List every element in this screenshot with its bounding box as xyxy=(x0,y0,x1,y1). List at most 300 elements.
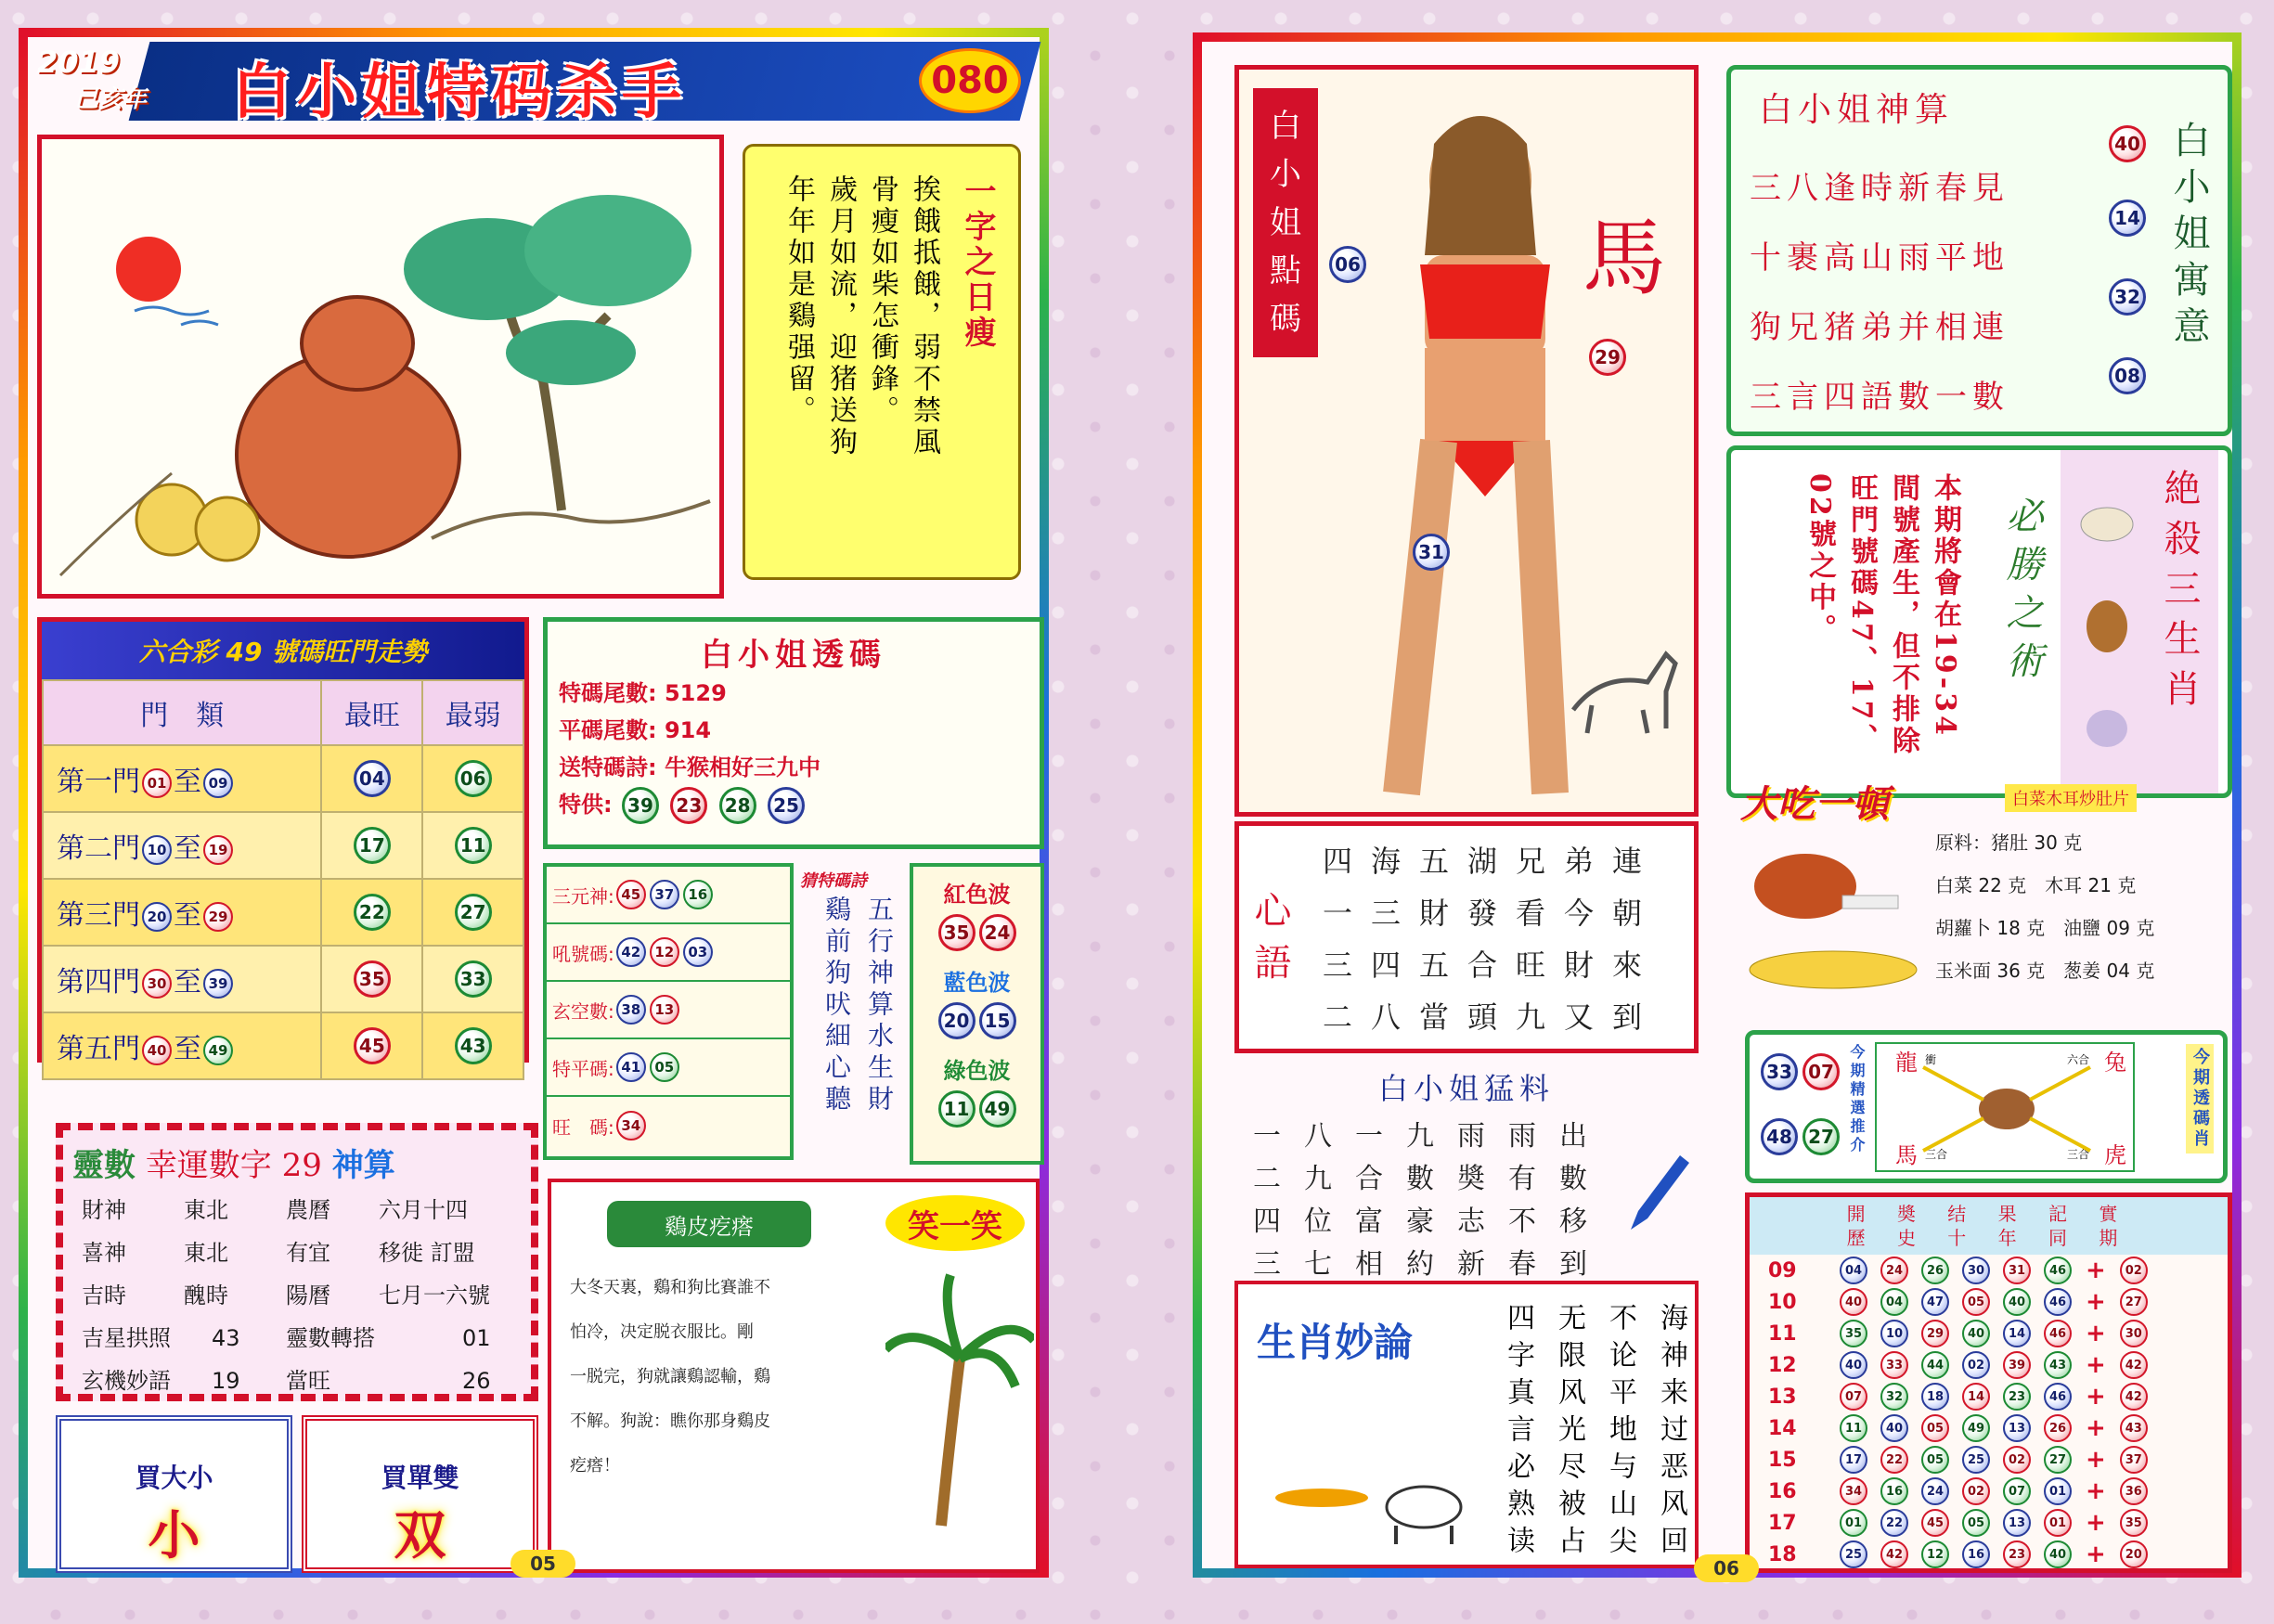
zodiac-col: 海神来过恶风回 xyxy=(1655,1303,1687,1563)
poem-col-1: 五行神算水生財 xyxy=(864,896,895,1116)
lucky-key: 財神 xyxy=(82,1197,126,1223)
number-ball: 08 xyxy=(2109,357,2146,394)
number-ball: 29 xyxy=(1921,1320,1949,1347)
number-ball: 30 xyxy=(142,969,172,999)
record-year: 17 xyxy=(1768,1511,1797,1535)
number-ball: 46 xyxy=(2044,1288,2072,1316)
plus-sign: + xyxy=(2086,1257,2106,1284)
heart-words-line: 三四五合旺財來 xyxy=(1323,947,1661,983)
plus-sign: + xyxy=(2086,1477,2106,1505)
buy-size-label: 買大小 xyxy=(135,1463,213,1493)
lucky-value: 移徙 訂盟 xyxy=(379,1240,475,1266)
horse-icon xyxy=(1555,636,1685,738)
number-ball: 40 xyxy=(1840,1351,1867,1379)
number-ball: 35 xyxy=(354,960,391,998)
number-ball: 30 xyxy=(1962,1257,1990,1284)
number-ball: 42 xyxy=(1880,1540,1908,1568)
number-ball: 33 xyxy=(1880,1351,1908,1379)
must-text-4: 02號之中。 xyxy=(1803,473,1836,646)
number-ball: 47 xyxy=(1921,1288,1949,1316)
number-ball: 13 xyxy=(2003,1414,2031,1442)
horse-label: 馬 xyxy=(1895,1142,1918,1168)
number-ball: 46 xyxy=(2044,1257,2072,1284)
ingredient: 胡蘿卜 18 克 油鹽 09 克 xyxy=(1935,917,2155,939)
scroll-line-4: 年年如是鷄强留。 xyxy=(782,174,815,427)
divination-line: 三言四語數一數 xyxy=(1750,379,2009,416)
plus-sign: + xyxy=(2086,1540,2106,1568)
number-ball: 20 xyxy=(142,902,172,932)
value: 牛猴相好三九中 xyxy=(664,754,820,780)
number-ball: 28 xyxy=(719,787,756,824)
sheep-icon xyxy=(2081,508,2133,541)
touma-box xyxy=(543,617,1044,849)
monkey-tree-drawing xyxy=(42,139,719,594)
table-row xyxy=(1750,1539,2228,1570)
number-ball: 45 xyxy=(354,1027,391,1064)
row-label xyxy=(43,946,321,1012)
number-ball: 07 xyxy=(2003,1477,2031,1505)
plus-sign: + xyxy=(2086,1351,2106,1379)
table-row xyxy=(43,879,523,946)
number-ball: 38 xyxy=(616,995,646,1025)
left-page xyxy=(19,28,1049,1578)
lucky-key: 玄機妙語 xyxy=(82,1368,171,1394)
label-char: 點 xyxy=(1270,252,1301,290)
photo-panel xyxy=(1234,65,1699,817)
value: 5129 xyxy=(664,680,727,706)
number-ball: 34 xyxy=(1840,1477,1867,1505)
number-ball: 22 xyxy=(1880,1446,1908,1474)
table-row xyxy=(1750,1349,2228,1381)
plus-sign: + xyxy=(2086,1383,2106,1411)
special-number-ball: 20 xyxy=(2120,1540,2148,1568)
number-ball: 05 xyxy=(1962,1509,1990,1537)
plus-sign: + xyxy=(2086,1509,2106,1537)
heart-words-label: 心語 xyxy=(1248,891,1291,995)
number-ball: 20 xyxy=(938,1002,975,1039)
special-number-ball: 42 xyxy=(2120,1383,2148,1411)
year-cn: 己亥年 xyxy=(74,85,148,113)
label-char: 姐 xyxy=(1270,204,1301,241)
col-header-cold: 最弱 xyxy=(422,680,523,745)
page-number: 06 xyxy=(1694,1554,1759,1582)
number-ball: 27 xyxy=(1802,1118,1840,1155)
number-ball: 46 xyxy=(2044,1383,2072,1411)
to-word: 至 xyxy=(174,966,201,999)
number-ball: 11 xyxy=(1840,1414,1867,1442)
number-ball: 04 xyxy=(354,760,391,797)
number-ball: 14 xyxy=(2109,200,2146,237)
joke-badge: 笑一笑 xyxy=(885,1195,1025,1251)
issue-badge: 080 xyxy=(919,48,1021,113)
list-item xyxy=(547,982,790,1039)
number-ball: 06 xyxy=(455,760,492,797)
tree-leaves xyxy=(506,320,636,385)
row-label xyxy=(43,879,321,946)
buy-size-value: 小 xyxy=(148,1506,200,1566)
table-row xyxy=(1750,1476,2228,1507)
number-ball: 24 xyxy=(979,914,1016,951)
dish-name: 白菜木耳炒肚片 xyxy=(2005,784,2137,812)
number-ball: 40 xyxy=(2109,125,2146,162)
number-ball: 35 xyxy=(1840,1320,1867,1347)
buy-parity-label: 買單雙 xyxy=(381,1463,459,1493)
special-number-ball: 30 xyxy=(2120,1320,2148,1347)
number-ball: 12 xyxy=(650,937,679,967)
number-ball: 41 xyxy=(616,1052,646,1082)
pen-icon xyxy=(1624,1151,1689,1234)
guess-poem xyxy=(800,868,902,1165)
relation-tag: 衝 xyxy=(1925,1053,1937,1066)
dragon-label: 龍 xyxy=(1895,1050,1918,1076)
number-ball: 39 xyxy=(203,969,233,999)
record-year: 10 xyxy=(1768,1290,1797,1314)
featured-label: 今期精選推介 xyxy=(1848,1044,1866,1155)
number-ball: 10 xyxy=(1880,1320,1908,1347)
wind-icon xyxy=(135,307,218,325)
scroll-line-3: 歲月如流，迎猪送狗 xyxy=(824,174,857,458)
record-year: 18 xyxy=(1768,1542,1797,1566)
joke-line: 怕冷，决定脱衣服比。剛 xyxy=(570,1322,754,1342)
plus-sign: + xyxy=(2086,1288,2106,1316)
number-ball: 01 xyxy=(142,768,172,798)
number-ball: 23 xyxy=(2003,1383,2031,1411)
record-year: 09 xyxy=(1768,1258,1797,1282)
lucky-title-num: 29 xyxy=(281,1147,322,1184)
number-ball: 07 xyxy=(1840,1383,1867,1411)
sun-icon xyxy=(116,237,181,302)
number-ball: 12 xyxy=(1921,1540,1949,1568)
number-ball: 40 xyxy=(1962,1320,1990,1347)
must-win-box xyxy=(1726,445,2232,798)
lucky-value: 43 xyxy=(212,1325,240,1351)
ingredient: 玉米面 36 克 葱姜 04 克 xyxy=(1935,960,2155,982)
trend-title: 六合彩 49 號碼旺門走勢 xyxy=(42,622,524,679)
number-ball: 13 xyxy=(650,995,679,1025)
hot-tips-box xyxy=(1234,1058,1699,1281)
number-ball: 09 xyxy=(203,768,233,798)
record-header-line: 歷 史 十 年 同 期 xyxy=(1846,1227,2131,1249)
cold-cell xyxy=(422,879,523,946)
number-ball: 31 xyxy=(1413,534,1450,571)
row-label xyxy=(43,745,321,812)
heart-words-line: 一三財發看今朝 xyxy=(1323,896,1661,931)
label-char: 小 xyxy=(1270,156,1301,193)
lucky-value: 東北 xyxy=(184,1240,228,1266)
plus-sign: + xyxy=(2086,1414,2106,1442)
palm-tree-icon xyxy=(885,1266,1034,1544)
number-ball: 10 xyxy=(142,835,172,865)
buy-size-box xyxy=(56,1415,292,1573)
page-number: 05 xyxy=(510,1550,575,1578)
poem-col-2: 鷄前狗吠細心聽 xyxy=(821,896,852,1116)
header-year xyxy=(37,45,158,119)
row-label xyxy=(43,812,321,879)
hot-cell xyxy=(321,879,422,946)
lucky-key: 有宜 xyxy=(286,1240,330,1266)
number-ball: 25 xyxy=(768,787,805,824)
lucky-title xyxy=(72,1140,531,1185)
list-item xyxy=(63,1231,531,1274)
number-ball: 48 xyxy=(1761,1118,1798,1155)
red-wave-label: 紅色波 xyxy=(943,882,1011,908)
ingredient: 原料：猪肚 30 克 xyxy=(1935,831,2083,854)
list-item xyxy=(547,867,790,924)
zodiac-theory-title: 生肖妙論 xyxy=(1257,1320,1414,1365)
number-ball: 25 xyxy=(1962,1446,1990,1474)
trunk xyxy=(941,1359,960,1526)
must-text-1: 本期將會在19-34 xyxy=(1929,473,1961,739)
number-ball: 40 xyxy=(142,1036,172,1065)
must-text-2: 間號產生，但不排除 xyxy=(1887,473,1919,757)
number-ball: 26 xyxy=(2044,1414,2072,1442)
rabbit-label: 兔 xyxy=(2104,1050,2126,1076)
number-ball: 06 xyxy=(1329,246,1366,283)
number-ball: 49 xyxy=(979,1090,1016,1128)
waist xyxy=(1425,348,1545,441)
number-ball: 43 xyxy=(2044,1351,2072,1379)
label: 特供: xyxy=(559,792,613,818)
list-item xyxy=(547,1097,790,1154)
number-ball: 02 xyxy=(2003,1446,2031,1474)
zodiac-col: 无限风光尽被占 xyxy=(1553,1303,1585,1563)
number-ball: 45 xyxy=(1921,1509,1949,1537)
hair xyxy=(1425,116,1536,255)
door-label: 第二門 xyxy=(57,832,140,865)
number-ball: 11 xyxy=(938,1090,975,1128)
zodiac-character: 馬 xyxy=(1583,210,1666,307)
relation-tag: 三合 xyxy=(1925,1148,1948,1161)
divination-line: 三八逢時新春見 xyxy=(1750,170,2009,207)
special-number-ball: 37 xyxy=(2120,1446,2148,1474)
dog-icon xyxy=(1979,1089,2035,1129)
zodiac-col: 四字真言必熟读 xyxy=(1502,1303,1534,1563)
buy-parity-box xyxy=(302,1415,538,1573)
touma-title: 白小姐透碼 xyxy=(701,637,886,674)
food-icon xyxy=(1740,831,1926,998)
special-number-ball: 36 xyxy=(2120,1477,2148,1505)
table-row xyxy=(1750,1412,2228,1444)
number-ball: 40 xyxy=(1840,1288,1867,1316)
special-number-ball: 27 xyxy=(2120,1288,2148,1316)
hot-tips-line: 三七相約新春到 xyxy=(1253,1248,1610,1281)
to-word: 至 xyxy=(174,899,201,932)
color-waves-box xyxy=(910,863,1044,1165)
meaning-title: 白小姐寓意 xyxy=(2167,121,2210,353)
number-ball: 02 xyxy=(1962,1477,1990,1505)
tree-leaves xyxy=(524,195,691,306)
divination-line: 十裹高山雨平地 xyxy=(1750,239,2009,277)
number-ball: 02 xyxy=(1962,1351,1990,1379)
ingredient: 白菜 22 克 木耳 21 克 xyxy=(1935,874,2137,896)
joke-line: 大冬天裏，鷄和狗比賽誰不 xyxy=(570,1278,770,1297)
pen-shape xyxy=(1631,1155,1689,1230)
scroll-title: 一字之日瘦 xyxy=(959,174,996,351)
zodiac-theory-box xyxy=(1234,1281,1699,1568)
list-item xyxy=(547,1039,790,1097)
peach-icon xyxy=(196,497,259,561)
ingredient-list xyxy=(1935,821,2154,992)
number-ball: 45 xyxy=(616,880,646,909)
cold-cell xyxy=(422,946,523,1012)
hot-cell xyxy=(321,812,422,879)
door-label: 第三門 xyxy=(57,899,140,932)
table-row xyxy=(43,812,523,879)
number-ball: 04 xyxy=(1840,1257,1867,1284)
label: 特碼尾數: xyxy=(559,680,657,706)
recipe-box xyxy=(1740,775,2232,1025)
cow-icon xyxy=(1266,1442,1479,1553)
to-word: 至 xyxy=(174,832,201,865)
point-code-label xyxy=(1253,88,1318,357)
page-title: 白小姐特码杀手 xyxy=(232,58,687,127)
label-char: 碼 xyxy=(1270,301,1301,338)
number-ball: 37 xyxy=(650,880,679,909)
hot-cell xyxy=(321,745,422,812)
number-ball: 24 xyxy=(1880,1257,1908,1284)
list-item xyxy=(63,1274,531,1317)
hot-tips-title: 白小姐猛料 xyxy=(1377,1071,1555,1106)
joke-text xyxy=(570,1266,876,1489)
zodiac-col: 不论平地与山尖 xyxy=(1604,1303,1636,1563)
green-wave-label: 綠色波 xyxy=(943,1058,1011,1084)
number-ball: 18 xyxy=(1921,1383,1949,1411)
number-ball: 16 xyxy=(1880,1477,1908,1505)
number-ball: 01 xyxy=(1840,1509,1867,1537)
cold-cell xyxy=(422,1012,523,1079)
lucky-value: 19 xyxy=(212,1368,240,1394)
number-ball: 23 xyxy=(2003,1540,2031,1568)
number-ball: 32 xyxy=(2109,278,2146,316)
recipe-title: 大吃一頓 xyxy=(1740,783,1889,826)
number-ball: 43 xyxy=(455,1027,492,1064)
number-ball: 49 xyxy=(203,1036,233,1065)
number-ball: 49 xyxy=(1962,1414,1990,1442)
red-wave-balls xyxy=(913,914,1040,951)
must-win-title: 必勝之術 xyxy=(2000,496,2043,690)
record-year: 15 xyxy=(1768,1448,1797,1472)
relation-tag: 三合 xyxy=(2067,1148,2090,1161)
number-ball: 31 xyxy=(2003,1257,2031,1284)
table-row xyxy=(1750,1255,2228,1286)
door-label: 第五門 xyxy=(57,1033,140,1065)
list-item xyxy=(63,1360,531,1402)
animal-icons xyxy=(2074,487,2139,766)
hot-tips-line: 二九合數奬有數 xyxy=(1253,1163,1610,1195)
lucky-value: 醜時 xyxy=(184,1282,228,1308)
kill-zodiac-title: 絶殺三生肖 xyxy=(2158,469,2201,719)
number-ball: 40 xyxy=(2044,1540,2072,1568)
list-item xyxy=(547,924,790,982)
record-year: 16 xyxy=(1768,1479,1797,1503)
table-row xyxy=(1750,1318,2228,1349)
lucky-title-a: 靈數 xyxy=(72,1147,136,1184)
cold-cell xyxy=(422,745,523,812)
plus-sign: + xyxy=(2086,1320,2106,1347)
drumstick xyxy=(1754,854,1856,919)
cow-body xyxy=(1387,1487,1461,1527)
heart-words-line: 四海五湖兄弟連 xyxy=(1323,844,1661,879)
number-ball: 40 xyxy=(2003,1288,2031,1316)
number-ball: 33 xyxy=(1761,1053,1798,1090)
number-ball: 22 xyxy=(1880,1509,1908,1537)
monkey-head xyxy=(302,297,413,390)
monkey-small-icon xyxy=(2087,600,2127,652)
record-year: 11 xyxy=(1768,1321,1797,1346)
lucky-number-box xyxy=(56,1123,538,1401)
number-ball: 01 xyxy=(2044,1509,2072,1537)
label-char: 白 xyxy=(1270,108,1301,145)
number-ball: 16 xyxy=(1962,1540,1990,1568)
joke-line: 不解。狗說：瞧你那身鷄皮 xyxy=(570,1411,770,1431)
joke-box xyxy=(548,1179,1040,1573)
number-ball: 22 xyxy=(354,894,391,931)
number-ball: 05 xyxy=(1921,1446,1949,1474)
lucky-value: 六月十四 xyxy=(379,1197,468,1223)
door-label: 第四門 xyxy=(57,966,140,999)
record-year: 14 xyxy=(1768,1416,1797,1440)
buy-parity-value: 双 xyxy=(394,1506,446,1566)
lucky-key: 吉星拱照 xyxy=(82,1325,171,1351)
number-ball: 40 xyxy=(1880,1414,1908,1442)
number-ball: 17 xyxy=(354,827,391,864)
year-number: 2019 xyxy=(37,45,121,80)
heart-words-lines xyxy=(1323,835,1660,1043)
record-year: 13 xyxy=(1768,1385,1797,1409)
number-ball: 29 xyxy=(203,902,233,932)
dog-arrows xyxy=(1877,1044,2137,1174)
number-ball: 35 xyxy=(938,914,975,951)
number-ball: 29 xyxy=(1589,339,1626,376)
touma-line-4 xyxy=(559,786,1040,824)
label: 送特碼詩: xyxy=(559,754,657,780)
must-text-3: 旺門號碼47、17、 xyxy=(1845,473,1878,755)
zodiac-relation-chart xyxy=(1875,1042,2135,1172)
trend-grid xyxy=(42,679,524,1080)
col-header-category: 門 類 xyxy=(43,680,321,745)
door-label: 第一門 xyxy=(57,766,140,798)
touma-line-2 xyxy=(559,712,1040,749)
lucky-value: 26 xyxy=(462,1368,491,1394)
special-numbers-box xyxy=(543,863,794,1160)
number-ball: 07 xyxy=(1802,1053,1840,1090)
list-item xyxy=(63,1189,531,1231)
lucky-key: 陽曆 xyxy=(286,1282,330,1308)
poem-title: 猜特碼詩 xyxy=(800,871,867,891)
number-ball: 39 xyxy=(2003,1351,2031,1379)
lucky-value: 東北 xyxy=(184,1197,228,1223)
record-rows xyxy=(1750,1255,2228,1570)
number-ball: 05 xyxy=(1962,1288,1990,1316)
lucky-value: 01 xyxy=(462,1325,491,1351)
hot-cell xyxy=(321,1012,422,1079)
number-ball: 16 xyxy=(683,880,713,909)
lucky-value: 七月一六號 xyxy=(379,1282,490,1308)
lucky-title-b: 幸運數字 xyxy=(145,1147,272,1184)
value: 914 xyxy=(664,717,712,743)
hot-cell xyxy=(321,946,422,1012)
number-ball: 03 xyxy=(683,937,713,967)
row-label: 旺 碼: xyxy=(552,1115,614,1139)
top-garment xyxy=(1420,264,1550,339)
special-number-ball: 02 xyxy=(2120,1257,2148,1284)
to-word: 至 xyxy=(174,1033,201,1065)
monkey-illustration xyxy=(37,135,724,599)
col-header-hot: 最旺 xyxy=(321,680,422,745)
number-ball: 01 xyxy=(2044,1477,2072,1505)
header xyxy=(28,37,1040,130)
row-label: 吼號碼: xyxy=(552,942,614,965)
